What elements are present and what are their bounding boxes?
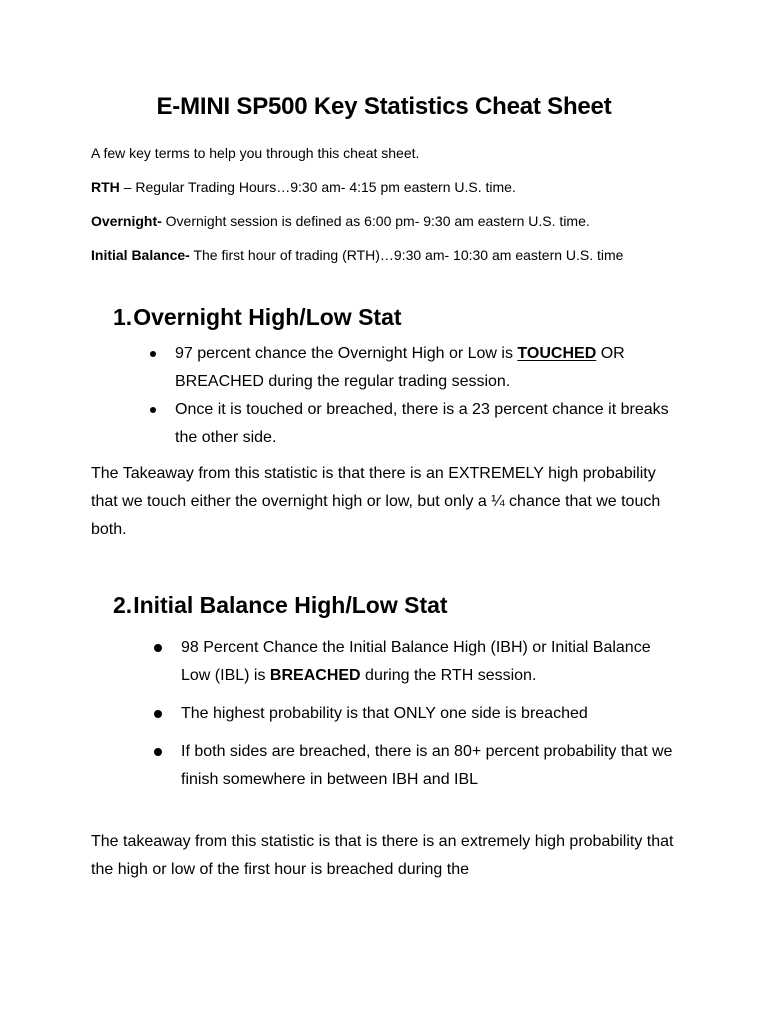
list-item: Once it is touched or breached, there is a 23 percent chance it breaks the other side. xyxy=(148,396,688,452)
section-2-bullets xyxy=(154,634,674,794)
list-item: The highest probability is that ONLY one side is breached xyxy=(154,700,674,728)
section-1-bullets xyxy=(148,340,688,452)
bullet-icon xyxy=(154,644,162,652)
term-label: Initial Balance- xyxy=(91,247,190,263)
section-1-heading xyxy=(113,304,402,331)
emphasis-text: TOUCHED xyxy=(517,345,597,362)
term-definition: – Regular Trading Hours…9:30 am- 4:15 pm eastern U.S. time. xyxy=(119,179,516,195)
intro-text: A few key terms to help you through this cheat sheet. xyxy=(91,145,420,161)
page-title: E-MINI SP500 Key Statistics Cheat Sheet xyxy=(156,93,612,120)
section-2-takeaway: The takeaway from this statistic is that is there is an extremely high probability that the high or low of the first hour is breached during the xyxy=(91,833,674,878)
section-number: 1. xyxy=(113,304,133,330)
term-definition: Overnight session is defined as 6:00 pm- 9:30 am eastern U.S. time. xyxy=(161,213,590,229)
bullet-icon xyxy=(154,748,162,756)
term-rth xyxy=(91,175,691,199)
section-number: 2. xyxy=(113,592,133,618)
term-initial-balance xyxy=(91,243,671,267)
bullet-icon xyxy=(150,407,156,413)
bullet-icon xyxy=(154,710,162,718)
section-title: Overnight High/Low Stat xyxy=(133,304,402,330)
emphasis-text: BREACHED xyxy=(269,667,361,684)
list-item: 98 Percent Chance the Initial Balance High (IBH) or Initial Balance Low (IBL) is BREACHED during the RTH session. xyxy=(154,634,674,690)
bullet-icon xyxy=(150,351,156,357)
term-label: RTH xyxy=(91,179,120,195)
section-1-takeaway: The Takeaway from this statistic is that there is an EXTREMELY high probability that we touch either the overnight high or low, but only a ¼ chance that we touch both. xyxy=(91,465,661,538)
section-2-heading xyxy=(113,592,448,619)
list-item: 97 percent chance the Overnight High or Low is TOUCHED OR BREACHED during the regular trading session. xyxy=(148,340,688,396)
section-title: Initial Balance High/Low Stat xyxy=(133,592,448,618)
list-item: If both sides are breached, there is an 80+ percent probability that we finish somewhere in between IBH and IBL xyxy=(154,738,674,794)
term-definition: The first hour of trading (RTH)…9:30 am- 10:30 am eastern U.S. time xyxy=(189,247,624,263)
term-label: Overnight- xyxy=(91,213,162,229)
term-overnight xyxy=(91,209,691,233)
